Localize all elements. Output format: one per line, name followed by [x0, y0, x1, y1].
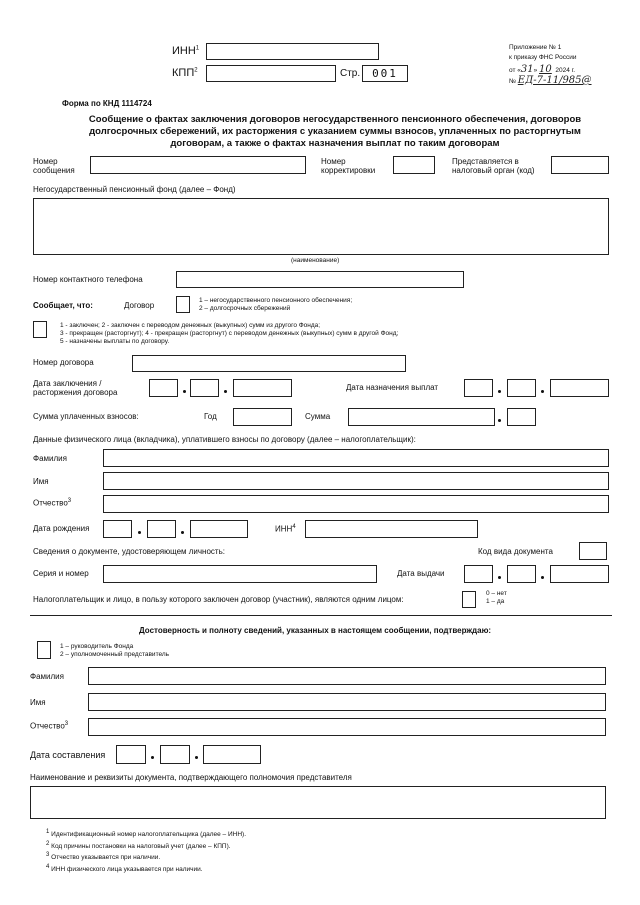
authority-doc-input[interactable]	[30, 786, 606, 819]
date-separator	[151, 756, 154, 759]
knd-code: Форма по КНД 1114724	[62, 99, 152, 108]
date-separator	[224, 390, 227, 393]
series-label: Серия и номер	[33, 569, 89, 578]
issue-day-input[interactable]	[464, 565, 493, 583]
date-separator	[183, 390, 186, 393]
name-label: Имя	[33, 477, 49, 486]
section-divider	[30, 615, 612, 616]
birth-day-input[interactable]	[103, 520, 132, 538]
patronymic-input[interactable]	[103, 495, 609, 513]
phone-label: Номер контактного телефона	[33, 275, 143, 284]
person-header: Данные физического лица (вкладчика), уплатившего взносы по договору (далее – налогоплательщик):	[33, 435, 416, 444]
fund-label: Негосударственный пенсионный фонд (далее – Фонд)	[33, 185, 236, 194]
signer-type-input[interactable]	[37, 641, 51, 659]
signer-patronymic-label: Отчество$^3$	[30, 721, 69, 731]
surname-label: Фамилия	[33, 454, 67, 463]
corr-number-label: Номер корректировки	[321, 157, 376, 175]
sum-amount-input[interactable]	[348, 408, 495, 426]
form-title: Сообщение о фактах заключения договоров негосударственного пенсионного обеспечения, договоров долгосрочных сбережений, их расторжения с указанием суммы взносов, уплаченных по расторгнутым договорам, а также о фактах назначения выплат по таким договорам	[88, 114, 582, 149]
same-person-input[interactable]	[462, 591, 476, 608]
date-separator	[541, 576, 544, 579]
compile-month-input[interactable]	[160, 745, 190, 764]
doc-code-label: Код вида документа	[478, 547, 553, 556]
date-separator	[195, 756, 198, 759]
phone-input[interactable]	[176, 271, 464, 288]
date-separator	[138, 531, 141, 534]
signer-name-input[interactable]	[88, 693, 606, 711]
compile-date-label: Дата составления	[30, 750, 106, 760]
series-input[interactable]	[103, 565, 377, 583]
conclusion-date-label: Дата заключения / расторжения договора	[33, 379, 118, 397]
compile-day-input[interactable]	[116, 745, 146, 764]
person-inn-input[interactable]	[305, 520, 478, 538]
name-input[interactable]	[103, 472, 609, 490]
contract-number-input[interactable]	[132, 355, 406, 372]
fund-name-input[interactable]	[33, 198, 609, 255]
signer-surname-input[interactable]	[88, 667, 606, 685]
issue-year-input[interactable]	[550, 565, 609, 583]
kpp-label: КПП$^2$	[172, 67, 198, 79]
date-separator	[541, 390, 544, 393]
date-separator	[498, 576, 501, 579]
birth-date-label: Дата рождения	[33, 524, 90, 533]
issue-month-input[interactable]	[507, 565, 536, 583]
same-person-label: Налогоплательщик и лицо, в пользу которого заключен договор (участник), являются одним лицом:	[33, 595, 404, 604]
signer-patronymic-input[interactable]	[88, 718, 606, 736]
fund-caption: (наименование)	[291, 257, 340, 264]
sum-year-input[interactable]	[233, 408, 292, 426]
date-separator	[181, 531, 184, 534]
tax-office-label: Представляется в налоговый орган (код)	[452, 157, 535, 175]
conclusion-month-input[interactable]	[190, 379, 219, 397]
decimal-separator	[498, 419, 501, 422]
payout-month-input[interactable]	[507, 379, 536, 397]
year-label: Год	[204, 412, 217, 421]
compile-year-input[interactable]	[203, 745, 261, 764]
appendix-number: № ЕД-7-11/985@	[509, 75, 592, 86]
inn-input[interactable]	[206, 43, 379, 60]
corr-number-input[interactable]	[393, 156, 435, 174]
contract-status-input[interactable]	[33, 321, 47, 338]
signer-surname-label: Фамилия	[30, 672, 64, 681]
payout-day-input[interactable]	[464, 379, 493, 397]
surname-input[interactable]	[103, 449, 609, 467]
issue-date-label: Дата выдачи	[397, 569, 445, 578]
msg-number-label: Номер сообщения	[33, 157, 75, 175]
id-doc-label: Сведения о документе, удостоверяющем личность:	[33, 547, 225, 556]
contract-status-options: 1 - заключен; 2 - заключен с переводом денежных (выкупных) сумм из другого Фонда; 3 - прекращен (расторгнут); 4 - прекращен (расторгнут) с переводом денежных (выкупных) сумм в другой Фонд; 5 - назначены выплаты по договору.	[60, 322, 399, 345]
msg-number-input[interactable]	[90, 156, 306, 174]
sum-paid-label: Сумма уплаченных взносов:	[33, 412, 139, 421]
doc-code-input[interactable]	[579, 542, 607, 560]
patronymic-label: Отчество$^3$	[33, 498, 72, 508]
kpp-input[interactable]	[206, 65, 336, 82]
page-number[interactable]: 001	[362, 65, 408, 82]
appendix-line1: Приложение № 1	[509, 44, 562, 51]
tax-office-input[interactable]	[551, 156, 609, 174]
authority-doc-label: Наименование и реквизиты документа, подтверждающего полномочия представителя	[30, 773, 352, 782]
birth-year-input[interactable]	[190, 520, 248, 538]
reports-label: Сообщает, что:	[33, 301, 93, 310]
payout-date-label: Дата назначения выплат	[346, 383, 439, 392]
inn-label: ИНН$^1$	[172, 45, 200, 57]
sum-kopecks-input[interactable]	[507, 408, 536, 426]
appendix-line2: к приказу ФНС России	[509, 54, 577, 61]
birth-month-input[interactable]	[147, 520, 176, 538]
contract-type-options: 1 – негосударственного пенсионного обеспечения; 2 – долгосрочных сбережений	[199, 297, 353, 312]
conclusion-day-input[interactable]	[149, 379, 178, 397]
date-separator	[498, 390, 501, 393]
footnotes: $^1$ Идентификационный номер налогоплательщика (далее – ИНН). $^2$ Код причины постановки на налоговый учет (далее – КПП). $^3$ Отчество указывается при наличии. $^4$ ИНН физического лица указывается при наличии.	[46, 829, 247, 874]
contract-type-label: Договор	[124, 301, 155, 310]
same-person-options: 0 – нет 1 – да	[486, 590, 507, 605]
sum-label: Сумма	[305, 412, 331, 421]
contract-number-label: Номер договора	[33, 358, 94, 367]
conclusion-year-input[interactable]	[233, 379, 292, 397]
person-inn-label: ИНН$^4$	[275, 524, 296, 534]
page-label: Стр.	[340, 68, 361, 79]
appendix-date: от «31» 10 2024 г.	[509, 64, 576, 75]
contract-type-input[interactable]	[176, 296, 190, 313]
signer-type-options: 1 – руководитель Фонда 2 – уполномоченный представитель	[60, 643, 170, 658]
confirm-header: Достоверность и полноту сведений, указанных в настоящем сообщении, подтверждаю:	[139, 626, 492, 635]
payout-year-input[interactable]	[550, 379, 609, 397]
signer-name-label: Имя	[30, 698, 46, 707]
